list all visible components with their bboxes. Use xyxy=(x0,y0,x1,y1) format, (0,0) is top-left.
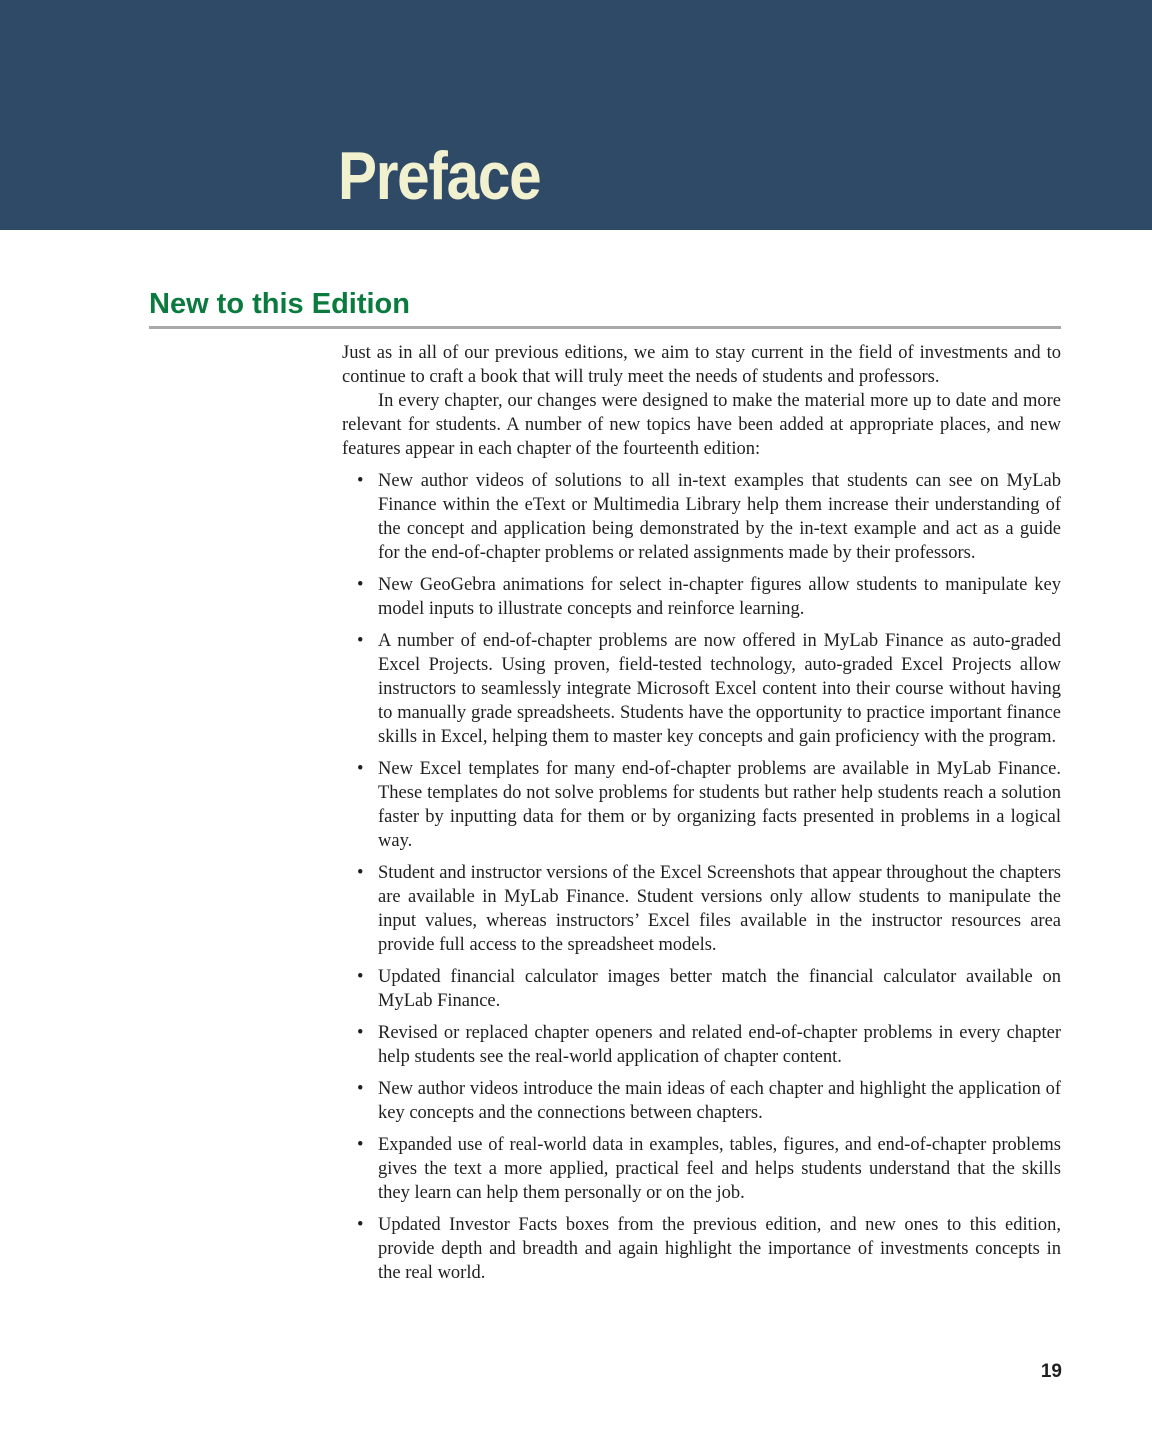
section-divider xyxy=(149,326,1061,329)
list-item xyxy=(342,1021,1061,1069)
list-item xyxy=(342,469,1061,565)
list-item-text: New Excel templates for many end-of-chapter problems are available in MyLab Finance. These templates do not solve problems for students but rather help students reach a solution faster by inputting data for them or by organizing facts presented in problems in a logical way. xyxy=(378,759,1061,851)
list-item-text: Revised or replaced chapter openers and related end-of-chapter problems in every chapter help students see the real-world application of chapter content. xyxy=(378,1023,1061,1067)
list-item xyxy=(342,1213,1061,1285)
list-item-text: Student and instructor versions of the Excel Screenshots that appear throughout the chapters are available in MyLab Finance. Student versions only allow students to manipulate the input values, whereas instructors’ Excel files available in the instructor resources area provide full access to the spreadsheet models. xyxy=(378,863,1061,955)
header-banner xyxy=(0,0,1152,230)
feature-list xyxy=(342,469,1061,1285)
section-heading: New to this Edition xyxy=(149,288,410,320)
list-item xyxy=(342,629,1061,749)
list-item-text: New author videos introduce the main ideas of each chapter and highlight the application of key concepts and the connections between chapters. xyxy=(378,1079,1061,1123)
list-item-text: A number of end-of-chapter problems are now offered in MyLab Finance as auto-graded Excel Projects. Using proven, field-tested technology, auto-graded Excel Projects allow instructors to seamlessly integrate Microsoft Excel content into their course without having to manually grade spreadsheets. Students have the opportunity to practice important finance skills in Excel, helping them to master key concepts and gain proficiency with the program. xyxy=(378,631,1061,747)
list-item-text: New author videos of solutions to all in-text examples that students can see on MyLab Finance within the eText or Multimedia Library help them increase their understanding of the concept and application being demonstrated by the in-text example and act as a guide for the end-of-chapter problems or related assignments made by their professors. xyxy=(378,471,1061,563)
bullet-icon: • xyxy=(357,471,364,491)
list-item-text: Updated Investor Facts boxes from the previous edition, and new ones to this edition, provide depth and breadth and again highlight the importance of investments concepts in the real world. xyxy=(378,1215,1061,1283)
list-item xyxy=(342,965,1061,1013)
bullet-icon: • xyxy=(357,575,364,595)
bullet-icon: • xyxy=(357,759,364,779)
body-text xyxy=(342,341,1061,1293)
bullet-icon: • xyxy=(357,967,364,987)
bullet-icon: • xyxy=(357,1215,364,1235)
bullet-icon: • xyxy=(357,863,364,883)
intro-paragraph-1: Just as in all of our previous editions, we aim to stay current in the field of investments and to continue to craft a book that will truly meet the needs of students and professors. xyxy=(342,343,1061,387)
bullet-icon: • xyxy=(357,1023,364,1043)
page-title: Preface xyxy=(338,138,541,214)
intro-paragraph-2: In every chapter, our changes were designed to make the material more up to date and more relevant for students. A number of new topics have been added at appropriate places, and new features appear in each chapter of the fourteenth edition: xyxy=(342,391,1061,459)
bullet-icon: • xyxy=(357,1079,364,1099)
list-item xyxy=(342,757,1061,853)
list-item xyxy=(342,573,1061,621)
bullet-icon: • xyxy=(357,1135,364,1155)
list-item xyxy=(342,1133,1061,1205)
list-item-text: Expanded use of real-world data in examples, tables, figures, and end-of-chapter problems gives the text a more applied, practical feel and helps students understand that the skills they learn can help them personally or on the job. xyxy=(378,1135,1061,1203)
page-number: 19 xyxy=(1040,1361,1062,1382)
list-item xyxy=(342,1077,1061,1125)
list-item-text: New GeoGebra animations for select in-chapter figures allow students to manipulate key model inputs to illustrate concepts and reinforce learning. xyxy=(378,575,1061,619)
list-item xyxy=(342,861,1061,957)
list-item-text: Updated financial calculator images better match the financial calculator available on MyLab Finance. xyxy=(378,967,1061,1011)
bullet-icon: • xyxy=(357,631,364,651)
